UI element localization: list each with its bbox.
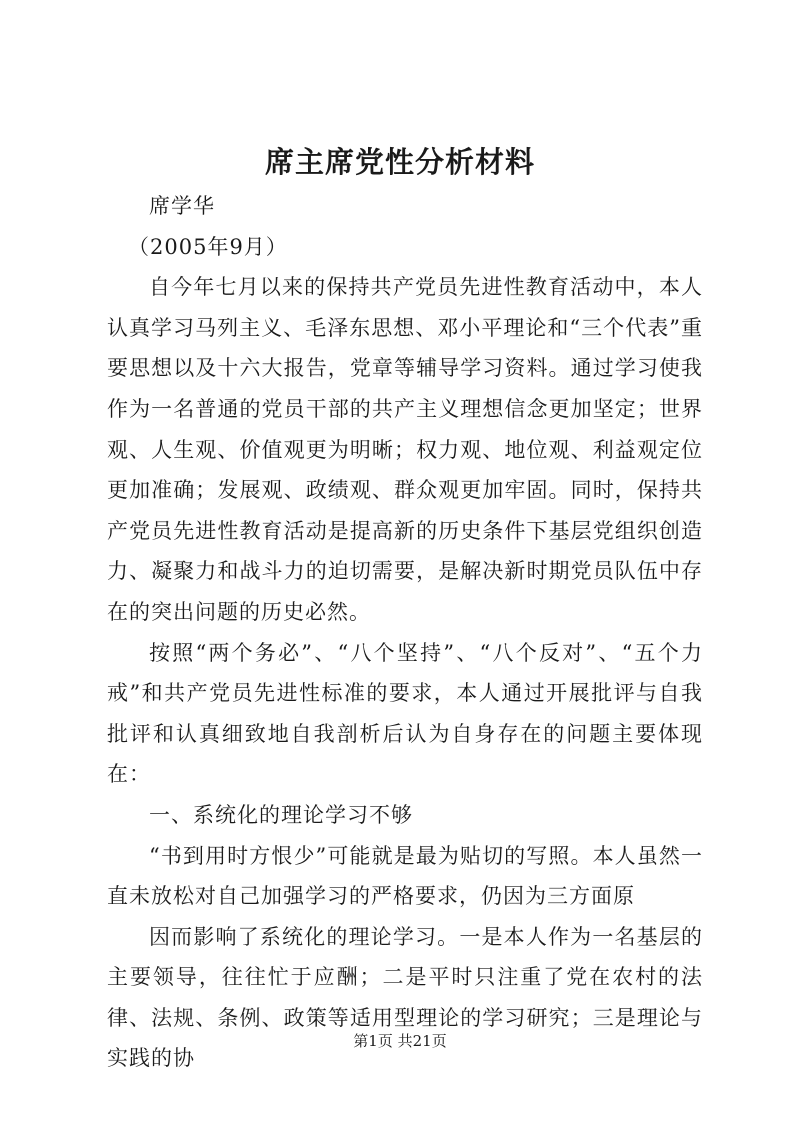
paragraph-4: 因而影响了系统化的理论学习。一是本人作为一名基层的主要领导，往往忙于应酬；二是平时只注重了党在农村的法律、法规、条例、政策等适用型理论的学习研究；三是理论与实践的协 bbox=[107, 924, 703, 1071]
document-title: 席主席党性分析材料 bbox=[264, 145, 535, 179]
section-heading-1: 一、系统化的理论学习不够 bbox=[149, 802, 413, 827]
paragraph-2: 按照“两个务必”、“八个坚持”、“八个反对”、“五个力戒”和共产党员先进性标准的要求，本人通过开展批评与自我批评和认真细致地自我剖析后认为自身存在的问题主要体现在： bbox=[107, 640, 703, 787]
page-footer: 第1页 共21页 bbox=[353, 1032, 447, 1050]
paragraph-3: “书到用时方恨少”可能就是最为贴切的写照。本人虽然一直未放松对自己加强学习的严格要求，仍因为三方面原 bbox=[107, 843, 703, 909]
date-line: （2005年9月） bbox=[128, 234, 288, 259]
author-line: 席学华 bbox=[149, 194, 215, 218]
paragraph-1: 自今年七月以来的保持共产党员先进性教育活动中，本人认真学习马列主义、毛泽东思想、邓小平理论和“三个代表”重要思想以及十六大报告，党章等辅导学习资料。通过学习使我作为一名普通的党员干部的共产主义理想信念更加坚定；世界观、人生观、价值观更为明晰；权力观、地位观、利益观定位更加准确；发展观、政绩观、群众观更加牢固。同时，保持共产党员先进性教育活动是提高新的历史条件下基层党组织创造力、凝聚力和战斗力的迫切需要，是解决新时期党员队伍中存在的突出问题的历史必然。 bbox=[107, 275, 703, 624]
document-body bbox=[107, 186, 703, 1079]
